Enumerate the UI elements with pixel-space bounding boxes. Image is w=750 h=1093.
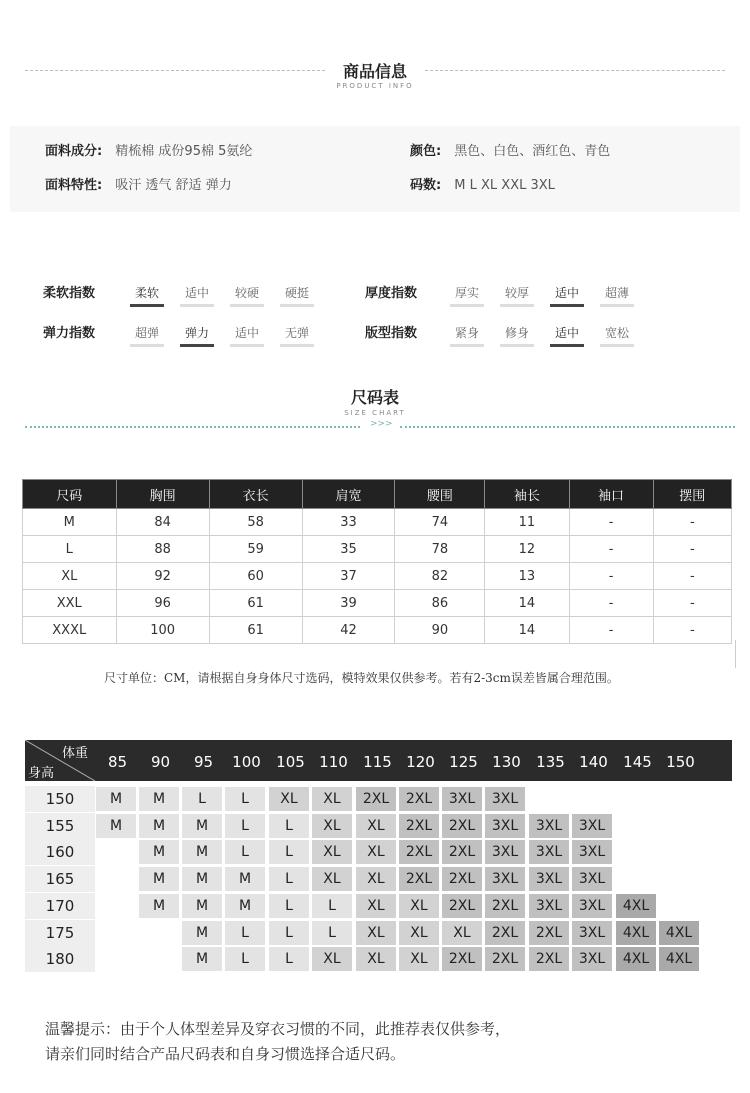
recommend-cell: L xyxy=(269,947,309,971)
height-cell: 165 xyxy=(25,866,95,892)
feature-value: 吸汗 透气 舒适 弹力 xyxy=(115,178,232,193)
size-cell: XXXL xyxy=(23,617,117,644)
index-option: 紧身 xyxy=(450,324,484,347)
recommend-cell: XL xyxy=(269,787,309,811)
size-cell: 86 xyxy=(395,590,485,617)
index-option: 弹力 xyxy=(180,324,214,347)
recommend-cell: L xyxy=(269,921,309,945)
weight-header: 95 xyxy=(193,753,214,771)
table-row xyxy=(23,509,732,536)
recommend-cell: M xyxy=(139,894,179,918)
product-info-title: 商品信息 xyxy=(342,62,407,81)
recommend-cell: 3XL xyxy=(572,840,612,864)
table-row xyxy=(23,617,732,644)
size-chart-subtitle: SIZE CHART xyxy=(344,409,406,417)
size-cell: 74 xyxy=(395,509,485,536)
recommend-cell: 3XL xyxy=(485,787,525,811)
dotted-divider-right xyxy=(400,426,735,428)
weight-header: 140 xyxy=(579,753,608,771)
recommend-cell: 2XL xyxy=(485,921,525,945)
recommend-cell: M xyxy=(225,894,265,918)
size-cell: M xyxy=(23,509,117,536)
table-row xyxy=(23,536,732,563)
size-value: M L XL XXL 3XL xyxy=(454,178,555,193)
height-cell: 155 xyxy=(25,813,95,839)
recommend-cell: 3XL xyxy=(485,867,525,891)
recommend-cell: 2XL xyxy=(442,814,482,838)
table-row xyxy=(23,563,732,590)
size-cell: 100 xyxy=(116,617,209,644)
index-option: 超薄 xyxy=(600,284,634,307)
size-cell: 39 xyxy=(302,590,395,617)
table-row xyxy=(23,590,732,617)
recommend-cell: 3XL xyxy=(442,787,482,811)
recommend-cell: 4XL xyxy=(659,947,699,971)
recommend-cell: L xyxy=(225,840,265,864)
height-cell: 160 xyxy=(25,839,95,865)
size-cell: 14 xyxy=(485,617,569,644)
recommend-cell: L xyxy=(225,921,265,945)
index-option: 硬挺 xyxy=(280,284,314,307)
weight-header: 105 xyxy=(276,753,305,771)
size-cell: 58 xyxy=(209,509,302,536)
size-cell: 61 xyxy=(209,590,302,617)
weight-header: 110 xyxy=(319,753,348,771)
recommend-cell: M xyxy=(182,867,222,891)
height-label: 身高 xyxy=(28,766,55,781)
height-cell: 150 xyxy=(25,786,95,812)
recommend-cell: XL xyxy=(312,787,352,811)
size-cell: - xyxy=(653,590,731,617)
recommend-cell: M xyxy=(139,840,179,864)
color-value: 黑色、白色、酒红色、青色 xyxy=(454,144,611,159)
size-note: 尺寸单位：CM，请根据自身身体尺寸选码，模特效果仅供参考。若有2-3cm误差皆属合理范围。 xyxy=(104,671,619,685)
recommend-cell: 2XL xyxy=(399,840,439,864)
index-option: 适中 xyxy=(550,284,584,307)
size-cell: - xyxy=(569,536,653,563)
size-cell: 14 xyxy=(485,590,569,617)
tip-line-2: 请亲们同时结合产品尺码表和自身习惯选择合适尺码。 xyxy=(45,1045,406,1063)
recommend-cell: 3XL xyxy=(529,867,569,891)
index-label: 厚度指数 xyxy=(365,286,418,301)
size-header-cell: 尺码 xyxy=(23,480,117,509)
index-option: 宽松 xyxy=(600,324,634,347)
size-header-cell: 肩宽 xyxy=(302,480,395,509)
divider-vertical xyxy=(735,640,736,668)
weight-header: 150 xyxy=(666,753,695,771)
size-cell: - xyxy=(653,617,731,644)
recommend-cell: XL xyxy=(356,921,396,945)
size-header-cell: 胸围 xyxy=(116,480,209,509)
size-cell: 82 xyxy=(395,563,485,590)
weight-header: 120 xyxy=(406,753,435,771)
size-cell: - xyxy=(653,563,731,590)
size-cell: 37 xyxy=(302,563,395,590)
size-cell: L xyxy=(23,536,117,563)
weight-header: 100 xyxy=(232,753,261,771)
index-option: 修身 xyxy=(500,324,534,347)
recommend-cell: XL xyxy=(312,947,352,971)
size-cell: 61 xyxy=(209,617,302,644)
recommend-cell: L xyxy=(269,867,309,891)
size-cell: XXL xyxy=(23,590,117,617)
recommend-cell: L xyxy=(312,894,352,918)
product-info-box xyxy=(10,126,740,212)
height-cell: 175 xyxy=(25,920,95,946)
size-cell: - xyxy=(569,563,653,590)
size-cell: 33 xyxy=(302,509,395,536)
dotted-divider-left xyxy=(25,426,360,428)
recommend-cell: M xyxy=(96,814,136,838)
weight-header: 90 xyxy=(150,753,171,771)
recommend-cell: XL xyxy=(312,840,352,864)
recommend-cell: 4XL xyxy=(616,947,656,971)
height-cell: 170 xyxy=(25,893,95,919)
size-header-cell: 衣长 xyxy=(209,480,302,509)
recommend-cell: 2XL xyxy=(529,947,569,971)
height-cell: 180 xyxy=(25,946,95,972)
recommend-cell: 2XL xyxy=(529,921,569,945)
size-cell: 78 xyxy=(395,536,485,563)
recommend-cell: 4XL xyxy=(616,921,656,945)
recommend-cell: 3XL xyxy=(529,814,569,838)
recommend-cell: M xyxy=(182,921,222,945)
recommend-cell: 2XL xyxy=(485,894,525,918)
recommend-cell: XL xyxy=(312,867,352,891)
recommend-cell: 3XL xyxy=(572,947,612,971)
recommend-cell: L xyxy=(312,921,352,945)
recommend-cell: M xyxy=(96,787,136,811)
index-option: 柔软 xyxy=(130,284,164,307)
feature-label: 面料特性: xyxy=(45,178,103,193)
recommend-cell: M xyxy=(182,894,222,918)
recommend-cell: L xyxy=(182,787,222,811)
size-cell: 84 xyxy=(116,509,209,536)
size-cell: - xyxy=(569,617,653,644)
recommend-cell: 3XL xyxy=(572,894,612,918)
recommend-cell: 3XL xyxy=(485,840,525,864)
recommend-cell: M xyxy=(225,867,265,891)
size-cell: - xyxy=(653,509,731,536)
recommend-cell: L xyxy=(269,840,309,864)
weight-header: 130 xyxy=(492,753,521,771)
index-option: 适中 xyxy=(180,284,214,307)
fabric-label: 面料成分: xyxy=(45,144,103,159)
recommend-cell: M xyxy=(182,814,222,838)
size-header-cell: 摆围 xyxy=(653,480,731,509)
recommend-cell: M xyxy=(182,840,222,864)
size-cell: 60 xyxy=(209,563,302,590)
recommend-cell: L xyxy=(269,894,309,918)
size-header-cell: 袖长 xyxy=(485,480,569,509)
size-cell: 42 xyxy=(302,617,395,644)
size-cell: 90 xyxy=(395,617,485,644)
recommend-cell: XL xyxy=(356,840,396,864)
index-label: 版型指数 xyxy=(365,326,418,341)
recommend-cell: 3XL xyxy=(572,921,612,945)
recommend-cell: XL xyxy=(442,921,482,945)
recommend-cell: 2XL xyxy=(442,947,482,971)
weight-header: 135 xyxy=(536,753,565,771)
index-option: 适中 xyxy=(230,324,264,347)
index-option: 无弹 xyxy=(280,324,314,347)
index-label: 弹力指数 xyxy=(43,326,96,341)
size-cell: 92 xyxy=(116,563,209,590)
recommend-cell: M xyxy=(182,947,222,971)
product-info-subtitle: PRODUCT INFO xyxy=(336,82,414,90)
size-table xyxy=(22,479,732,644)
tip-line-1: 温馨提示：由于个人体型差异及穿衣习惯的不同，此推荐表仅供参考， xyxy=(45,1020,511,1038)
recommend-cell: 2XL xyxy=(442,894,482,918)
recommend-cell: XL xyxy=(356,867,396,891)
weight-header: 125 xyxy=(449,753,478,771)
index-option: 厚实 xyxy=(450,284,484,307)
size-cell: 59 xyxy=(209,536,302,563)
size-header-cell: 腰围 xyxy=(395,480,485,509)
size-cell: - xyxy=(653,536,731,563)
recommend-cell: 2XL xyxy=(485,947,525,971)
size-label: 码数: xyxy=(410,178,442,193)
recommend-cell: L xyxy=(225,787,265,811)
recommend-cell: 2XL xyxy=(399,867,439,891)
color-label: 颜色: xyxy=(410,144,442,159)
recommend-cell: L xyxy=(225,947,265,971)
recommend-cell: 3XL xyxy=(572,867,612,891)
recommend-cell: XL xyxy=(399,921,439,945)
recommend-cell: 4XL xyxy=(659,921,699,945)
recommend-cell: 3XL xyxy=(529,840,569,864)
recommend-cell: XL xyxy=(356,947,396,971)
recommend-cell: M xyxy=(139,814,179,838)
recommend-cell: 2XL xyxy=(399,787,439,811)
size-cell: XL xyxy=(23,563,117,590)
size-chart-title: 尺码表 xyxy=(350,388,399,407)
size-cell: 11 xyxy=(485,509,569,536)
weight-header: 115 xyxy=(363,753,392,771)
size-cell: 96 xyxy=(116,590,209,617)
recommend-cell: M xyxy=(139,787,179,811)
recommend-cell: 2XL xyxy=(442,867,482,891)
size-cell: 88 xyxy=(116,536,209,563)
size-header-cell: 袖口 xyxy=(569,480,653,509)
weight-header: 85 xyxy=(107,753,128,771)
recommend-cell: 2XL xyxy=(356,787,396,811)
size-cell: 13 xyxy=(485,563,569,590)
index-option: 超弹 xyxy=(130,324,164,347)
weight-label: 体重 xyxy=(62,746,89,761)
recommend-cell: 2XL xyxy=(399,814,439,838)
index-option: 适中 xyxy=(550,324,584,347)
recommend-cell: 4XL xyxy=(616,894,656,918)
arrows-icon: >>> xyxy=(370,419,393,429)
fabric-value: 精梳棉 成份95棉 5氨纶 xyxy=(115,144,253,159)
recommend-cell: XL xyxy=(399,947,439,971)
recommend-cell: 3XL xyxy=(572,814,612,838)
recommend-cell: XL xyxy=(356,894,396,918)
recommend-cell: 2XL xyxy=(442,840,482,864)
recommend-cell: 3XL xyxy=(529,894,569,918)
recommend-cell: L xyxy=(269,814,309,838)
size-cell: - xyxy=(569,590,653,617)
size-cell: 12 xyxy=(485,536,569,563)
size-cell: 35 xyxy=(302,536,395,563)
recommend-cell: XL xyxy=(356,814,396,838)
index-option: 较硬 xyxy=(230,284,264,307)
recommend-cell: M xyxy=(139,867,179,891)
index-label: 柔软指数 xyxy=(43,286,96,301)
size-cell: - xyxy=(569,509,653,536)
weight-header: 145 xyxy=(623,753,652,771)
recommend-cell: XL xyxy=(312,814,352,838)
recommend-cell: XL xyxy=(399,894,439,918)
index-option: 较厚 xyxy=(500,284,534,307)
recommend-cell: L xyxy=(225,814,265,838)
recommend-cell: 3XL xyxy=(485,814,525,838)
